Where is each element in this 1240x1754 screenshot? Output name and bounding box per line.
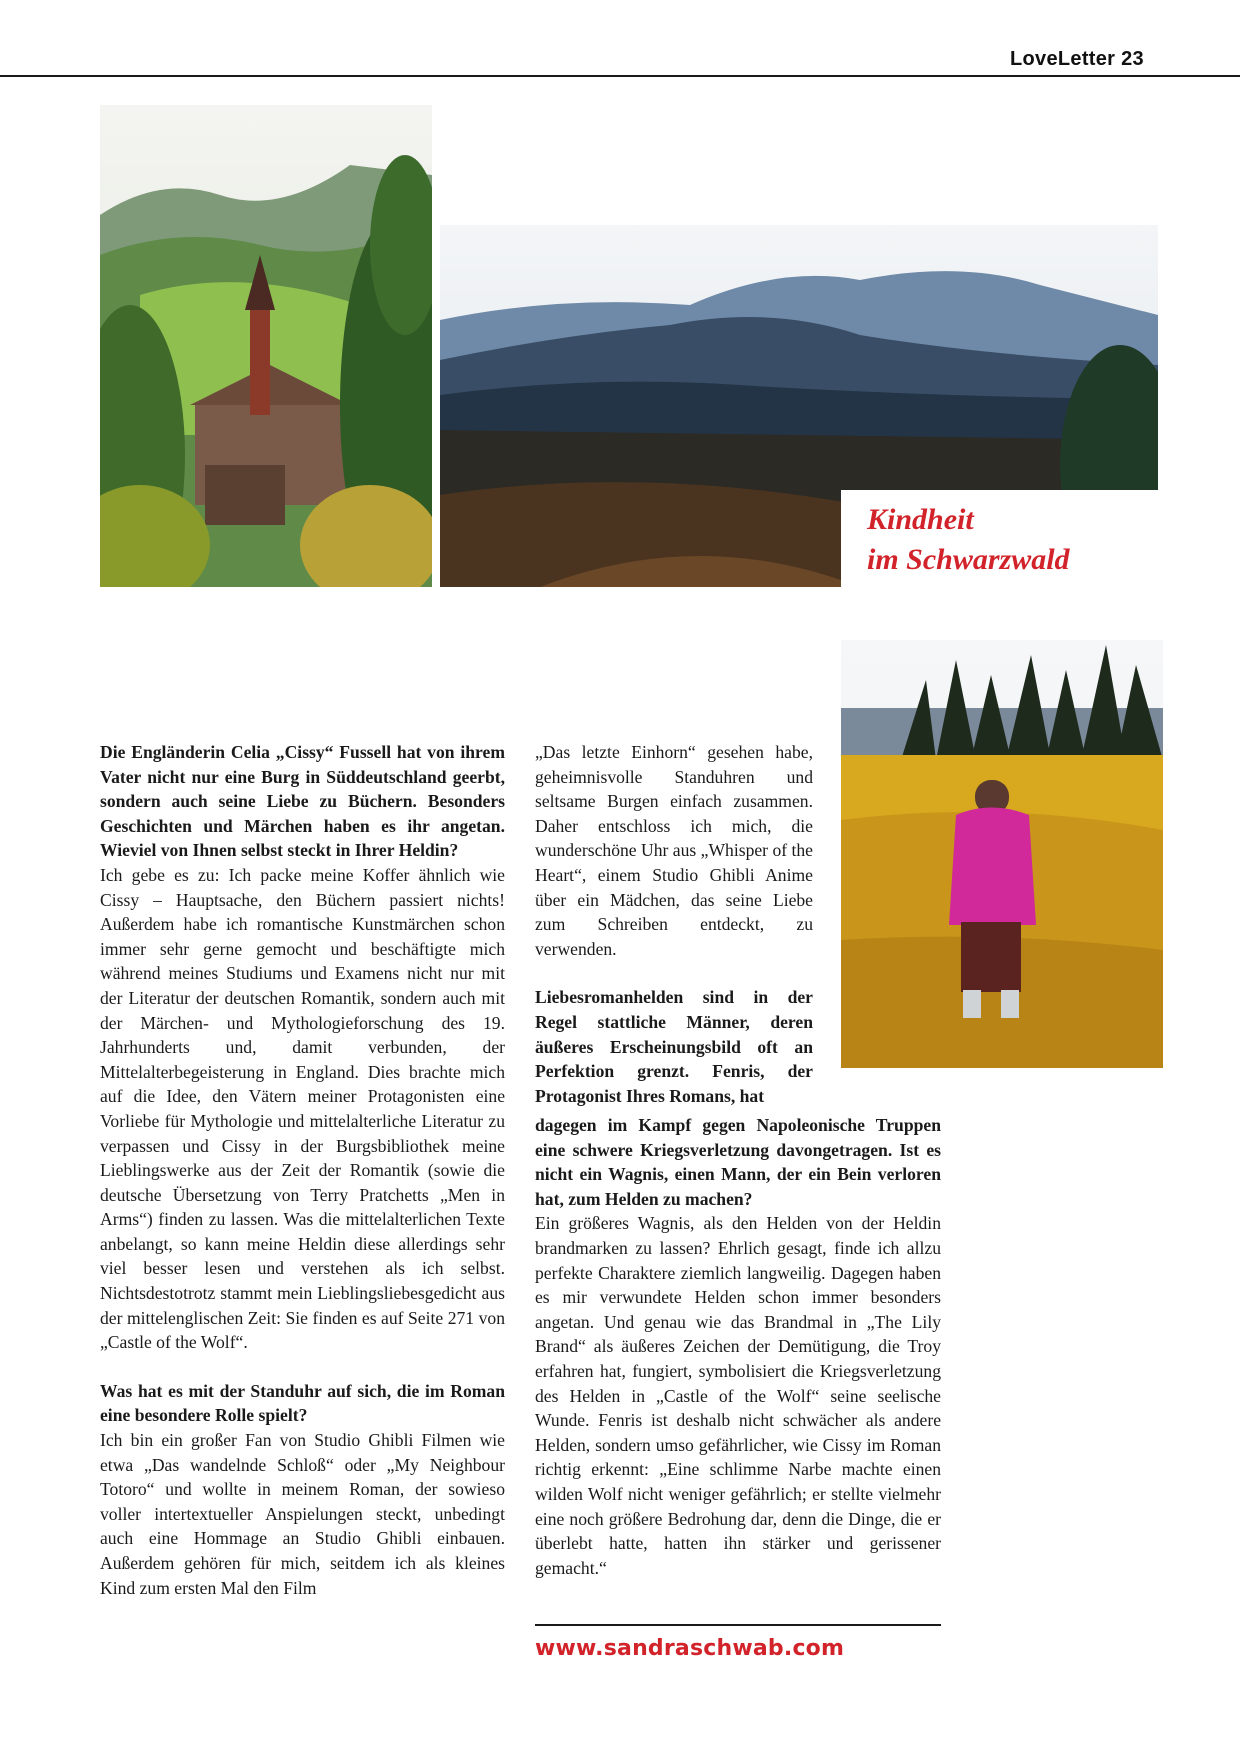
header-rule [0,75,1240,77]
interview-question: dagegen im Kampf gegen Napoleonische Truppen eine schwere Kriegsverletzung davongetragen. Ist es nicht ein Wagnis, einen Mann, der ein Bein verloren hat, zum Helden zu machen? [535,1115,941,1209]
column-right-narrow [535,740,813,1108]
interview-question: Die Engländerin Celia „Cissy“ Fussell hat von ihrem Vater nicht nur eine Burg in Süddeutschland geerbt, sondern auch seine Liebe zu Büchern. Besonders Geschichten und Märchen haben es ihr angetan. Wieviel von Ihnen selbst steckt in Ihrer Heldin? [100,742,505,861]
girl-in-meadow-photo [841,640,1163,1068]
article-end-rule [535,1624,941,1626]
author-website-link[interactable]: www.sandraschwab.com [535,1636,845,1661]
interview-answer: Ein größeres Wagnis, als den Helden von der Heldin brandmarken zu lassen? Ehrlich gesagt, finde ich allzu perfekte Charaktere ziemlich langweilig. Dagegen haben es mir verwundete Helden schon immer besonders angetan. Und genau wie das Brandmal in „The Lily Brand“ als äußeres Zeichen der Demütigung, die Troy erfahren hat, fungiert, symbolisiert die Kriegsverletzung des Helden in „Castle of the Wolf“ seine seelische Wunde. Fenris ist deshalb nicht schwächer als andere Helden, sondern umso gefährlicher, wie Cissy im Roman richtig erkennt: „Eine schlimme Narbe machte einen wilden Wolf nicht weniger gefährlich; er stellte vielmehr eine noch größere Bedrohung dar, denn die Dinge, die er überlebt hatte, hatten ihn stärker und gerissener gemacht.“ [535,1213,941,1578]
interview-answer: „Das letzte Einhorn“ gesehen habe, geheimnisvolle Standuhren und seltsame Burgen einfach zusammen. Daher entschloss ich mich, die wunderschöne Uhr aus „Whisper of the Heart“, einem Studio Ghibli Anime über ein Mädchen, das seine Liebe zum Schreiben entdeckt, zu verwenden. [535,742,813,959]
section-title [841,490,1240,580]
running-header [1010,48,1144,71]
section-title-line-2: im Schwarzwald [867,543,1070,576]
page-number: 23 [1121,48,1144,70]
magazine-title: LoveLetter [1010,48,1116,70]
village-church-photo [100,105,432,587]
column-left [100,740,505,1600]
interview-answer: Ich bin ein großer Fan von Studio Ghibli Filmen wie etwa „Das wandelnde Schloß“ oder „My Neighbour Totoro“ und wollte in meinem Roman, der sowieso voller intertextueller Anspielungen steckt, unbedingt auch eine Hommage an Studio Ghibli einbauen. Außerdem gehören für mich, seitdem ich als kleines Kind zum ersten Mal den Film [100,1430,505,1598]
paragraph-gap [535,961,813,985]
interview-question: Was hat es mit der Standuhr auf sich, die im Roman eine besondere Rolle spielt? [100,1380,505,1426]
section-title-box [841,490,1240,588]
section-title-line-1: Kindheit [867,503,974,536]
interview-question: Liebesromanhelden sind in der Regel stattliche Männer, deren äußeres Erscheinungsbild oft an Perfektion grenzt. Fenris, der Protagonist Ihres Romans, hat [535,987,813,1106]
paragraph-gap [100,1355,505,1379]
column-right-wide [535,1113,941,1580]
interview-answer: Ich gebe es zu: Ich packe meine Koffer ähnlich wie Cissy – Hauptsache, den Büchern passiert nichts! Außerdem habe ich romantische Kunstmärchen schon immer sehr gerne gemocht und beschäftigte mich während meines Studiums und Examens nicht nur mit der Literatur der deutschen Romantik, sondern auch mit der Märchen- und Mythologieforschung des 19. Jahrhunderts und, damit verbunden, der Mittelalterbegeisterung in England. Dies brachte mich auf die Idee, den Vätern meiner Protagonisten eine Vorliebe für Mythologie und mittelalterliche Literatur zu verpassen und Cissy in der Burgsbibliothek meine Lieblingswerke aus der Zeit der Romantik (sowie die deutsche Übersetzung von Terry Pratchetts „Men in Arms“) finden zu lassen. Was die mittelalterlichen Texte anbelangt, so kann meine Heldin diese allerdings sehr viel besser lesen und verstehen als ich selbst. Nichtsdestotrotz stammt mein Lieblingsliebesgedicht aus der mittelenglischen Zeit: Sie finden es auf Seite 271 von „Castle of the Wolf“. [100,864,505,1353]
